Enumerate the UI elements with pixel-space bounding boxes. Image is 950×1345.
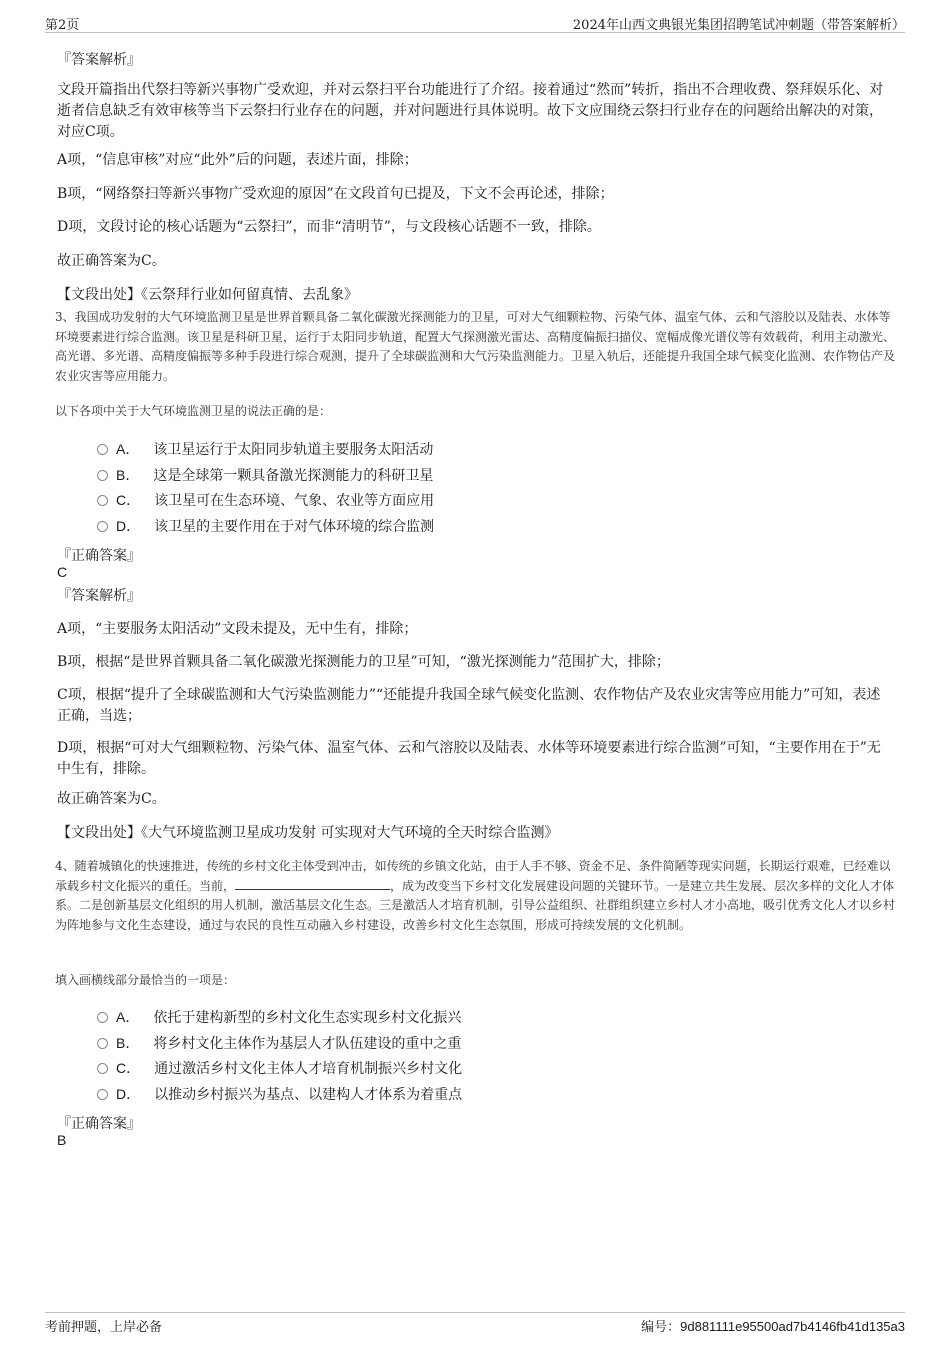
radio-button-icon[interactable] — [97, 1089, 108, 1100]
q3-conclusion: 故正确答案为C。 — [57, 791, 166, 807]
q2-option-a-analysis: A项，“信息审核”对应“此外”后的问题，表述片面，排除； — [57, 152, 418, 168]
q4-answer-tag: 『正确答案』 — [57, 1116, 141, 1132]
document-code: 编号：9d881111e95500ad7b4146fb41d135a3 — [641, 1319, 905, 1335]
q3-analysis-tag: 『答案解析』 — [57, 588, 141, 604]
q2-analysis-tag: 『答案解析』 — [57, 52, 141, 68]
q3-answer: C — [57, 564, 68, 580]
document-title: 2024年山西文典银光集团招聘笔试冲刺题（带答案解析） — [572, 18, 905, 33]
q2-option-d-analysis: D项，文段讨论的核心话题为“云祭扫”，而非“清明节”，与文段核心话题不一致，排除。 — [57, 219, 601, 235]
page-footer — [45, 1312, 905, 1335]
q4-stem: 4、随着城镇化的快速推进，传统的乡村文化主体受到冲击，如传统的乡镇文化站，由于人手不够、资金不足、条件简陋等现实问题，长期运行艰难，已经难以承载乡村文化振兴的重任。当前， ，成为改变当下乡村文化发展建设问题的关键环节。一是建立共生发展、层次多样的文化人才体系。二是创新基层文化组织的用人机制，激活基层文化生态。三是激活人才培育机制，引导公益组织、社群组织建立乡村人才小高地，吸引优秀文化人才以乡村为阵地参与文化生态建设，通过与农民的良性互动融入乡村建设，改善乡村文化生态氛围，形成可持续发展的文化机制。 — [55, 859, 896, 932]
q3-option-d[interactable]: D． 该卫星的主要作用在于对气体环境的综合监测 — [97, 516, 434, 537]
q3-option-b-analysis: B项，根据“是世界首颗具备二氧化碳激光探测能力的卫星”可知，“激光探测能力”范围扩大，排除； — [57, 654, 670, 670]
q3-source: 【文段出处】《大气环境监测卫星成功发射 可实现对大气环境的全天时综合监测》 — [57, 825, 559, 841]
page-header — [45, 14, 905, 33]
q4-prompt: 填入画横线部分最恰当的一项是： — [55, 973, 236, 987]
footer-slogan: 考前押题，上岸必备 — [45, 1320, 163, 1335]
page-number: 第2页 — [45, 18, 80, 33]
q4-option-d[interactable]: D． 以推动乡村振兴为基点、以建构人才体系为着重点 — [97, 1084, 462, 1105]
q2-source: 【文段出处】《云祭拜行业如何留真情、去乱象》 — [57, 287, 358, 303]
q4-option-a[interactable]: A． 依托于建构新型的乡村文化生态实现乡村文化振兴 — [97, 1007, 461, 1028]
q4-option-c[interactable]: C． 通过激活乡村文化主体人才培育机制振兴乡村文化 — [97, 1058, 462, 1079]
q4-answer: B — [57, 1132, 67, 1148]
q3-prompt: 以下各项中关于大气环境监测卫星的说法正确的是： — [55, 404, 332, 418]
radio-button-icon[interactable] — [97, 444, 108, 455]
radio-button-icon[interactable] — [97, 1038, 108, 1049]
fill-blank-line — [235, 877, 390, 890]
q3-option-d-analysis: D项，根据“可对大气细颗粒物、污染气体、温室气体、云和气溶胶以及陆表、水体等环境要素进行综合监测”可知，“主要作用在于”无中生有，排除。 — [57, 740, 881, 777]
q3-stem: 3、我国成功发射的大气环境监测卫星是世界首颗具备二氧化碳激光探测能力的卫星，可对大气细颗粒物、污染气体、温室气体、云和气溶胶以及陆表、水体等环境要素进行综合监测。该卫星是科研卫星，运行于太阳同步轨道，配置大气探测激光雷达、高精度偏振扫描仪、宽幅成像光谱仪等有效载荷，利用主动激光、高光谱、多光谱、高精度偏振等多种手段进行综合观测，提升了全球碳监测和大气污染监测能力。卫星入轨后，还能提升我国全球气候变化监测、农作物估产及农业灾害等应用能力。 — [55, 310, 896, 383]
q3-answer-tag: 『正确答案』 — [57, 548, 141, 564]
q4-option-b[interactable]: B． 将乡村文化主体作为基层人才队伍建设的重中之重 — [97, 1033, 461, 1054]
radio-button-icon[interactable] — [97, 1063, 108, 1074]
q3-option-c[interactable]: C． 该卫星可在生态环境、气象、农业等方面应用 — [97, 490, 434, 511]
q3-option-c-analysis: C项，根据“提升了全球碳监测和大气污染监测能力”“还能提升我国全球气候变化监测、农作物估产及农业灾害等应用能力”可知，表述正确，当选； — [57, 687, 881, 724]
radio-button-icon[interactable] — [97, 521, 108, 532]
q2-conclusion: 故正确答案为C。 — [57, 253, 166, 269]
q3-option-a[interactable]: A． 该卫星运行于太阳同步轨道主要服务太阳活动 — [97, 439, 433, 460]
q2-option-b-analysis: B项，“网络祭扫等新兴事物广受欢迎的原因”在文段首句已提及，下文不会再论述，排除； — [57, 186, 614, 202]
radio-button-icon[interactable] — [97, 1012, 108, 1023]
q2-analysis-text: 文段开篇指出代祭扫等新兴事物广受欢迎，并对云祭扫平台功能进行了介绍。接着通过“然而”转折，指出不合理收费、祭拜娱乐化、对逝者信息缺乏有效审核等当下云祭扫行业存在的问题，并对问题进行具体说明。故下文应围绕云祭扫行业存在的问题给出解决的对策，对应C项。 — [57, 82, 884, 140]
q3-option-a-analysis: A项，“主要服务太阳活动”文段未提及，无中生有，排除； — [57, 621, 418, 637]
radio-button-icon[interactable] — [97, 470, 108, 481]
q3-option-b[interactable]: B． 这是全球第一颗具备激光探测能力的科研卫星 — [97, 465, 433, 486]
radio-button-icon[interactable] — [97, 495, 108, 506]
